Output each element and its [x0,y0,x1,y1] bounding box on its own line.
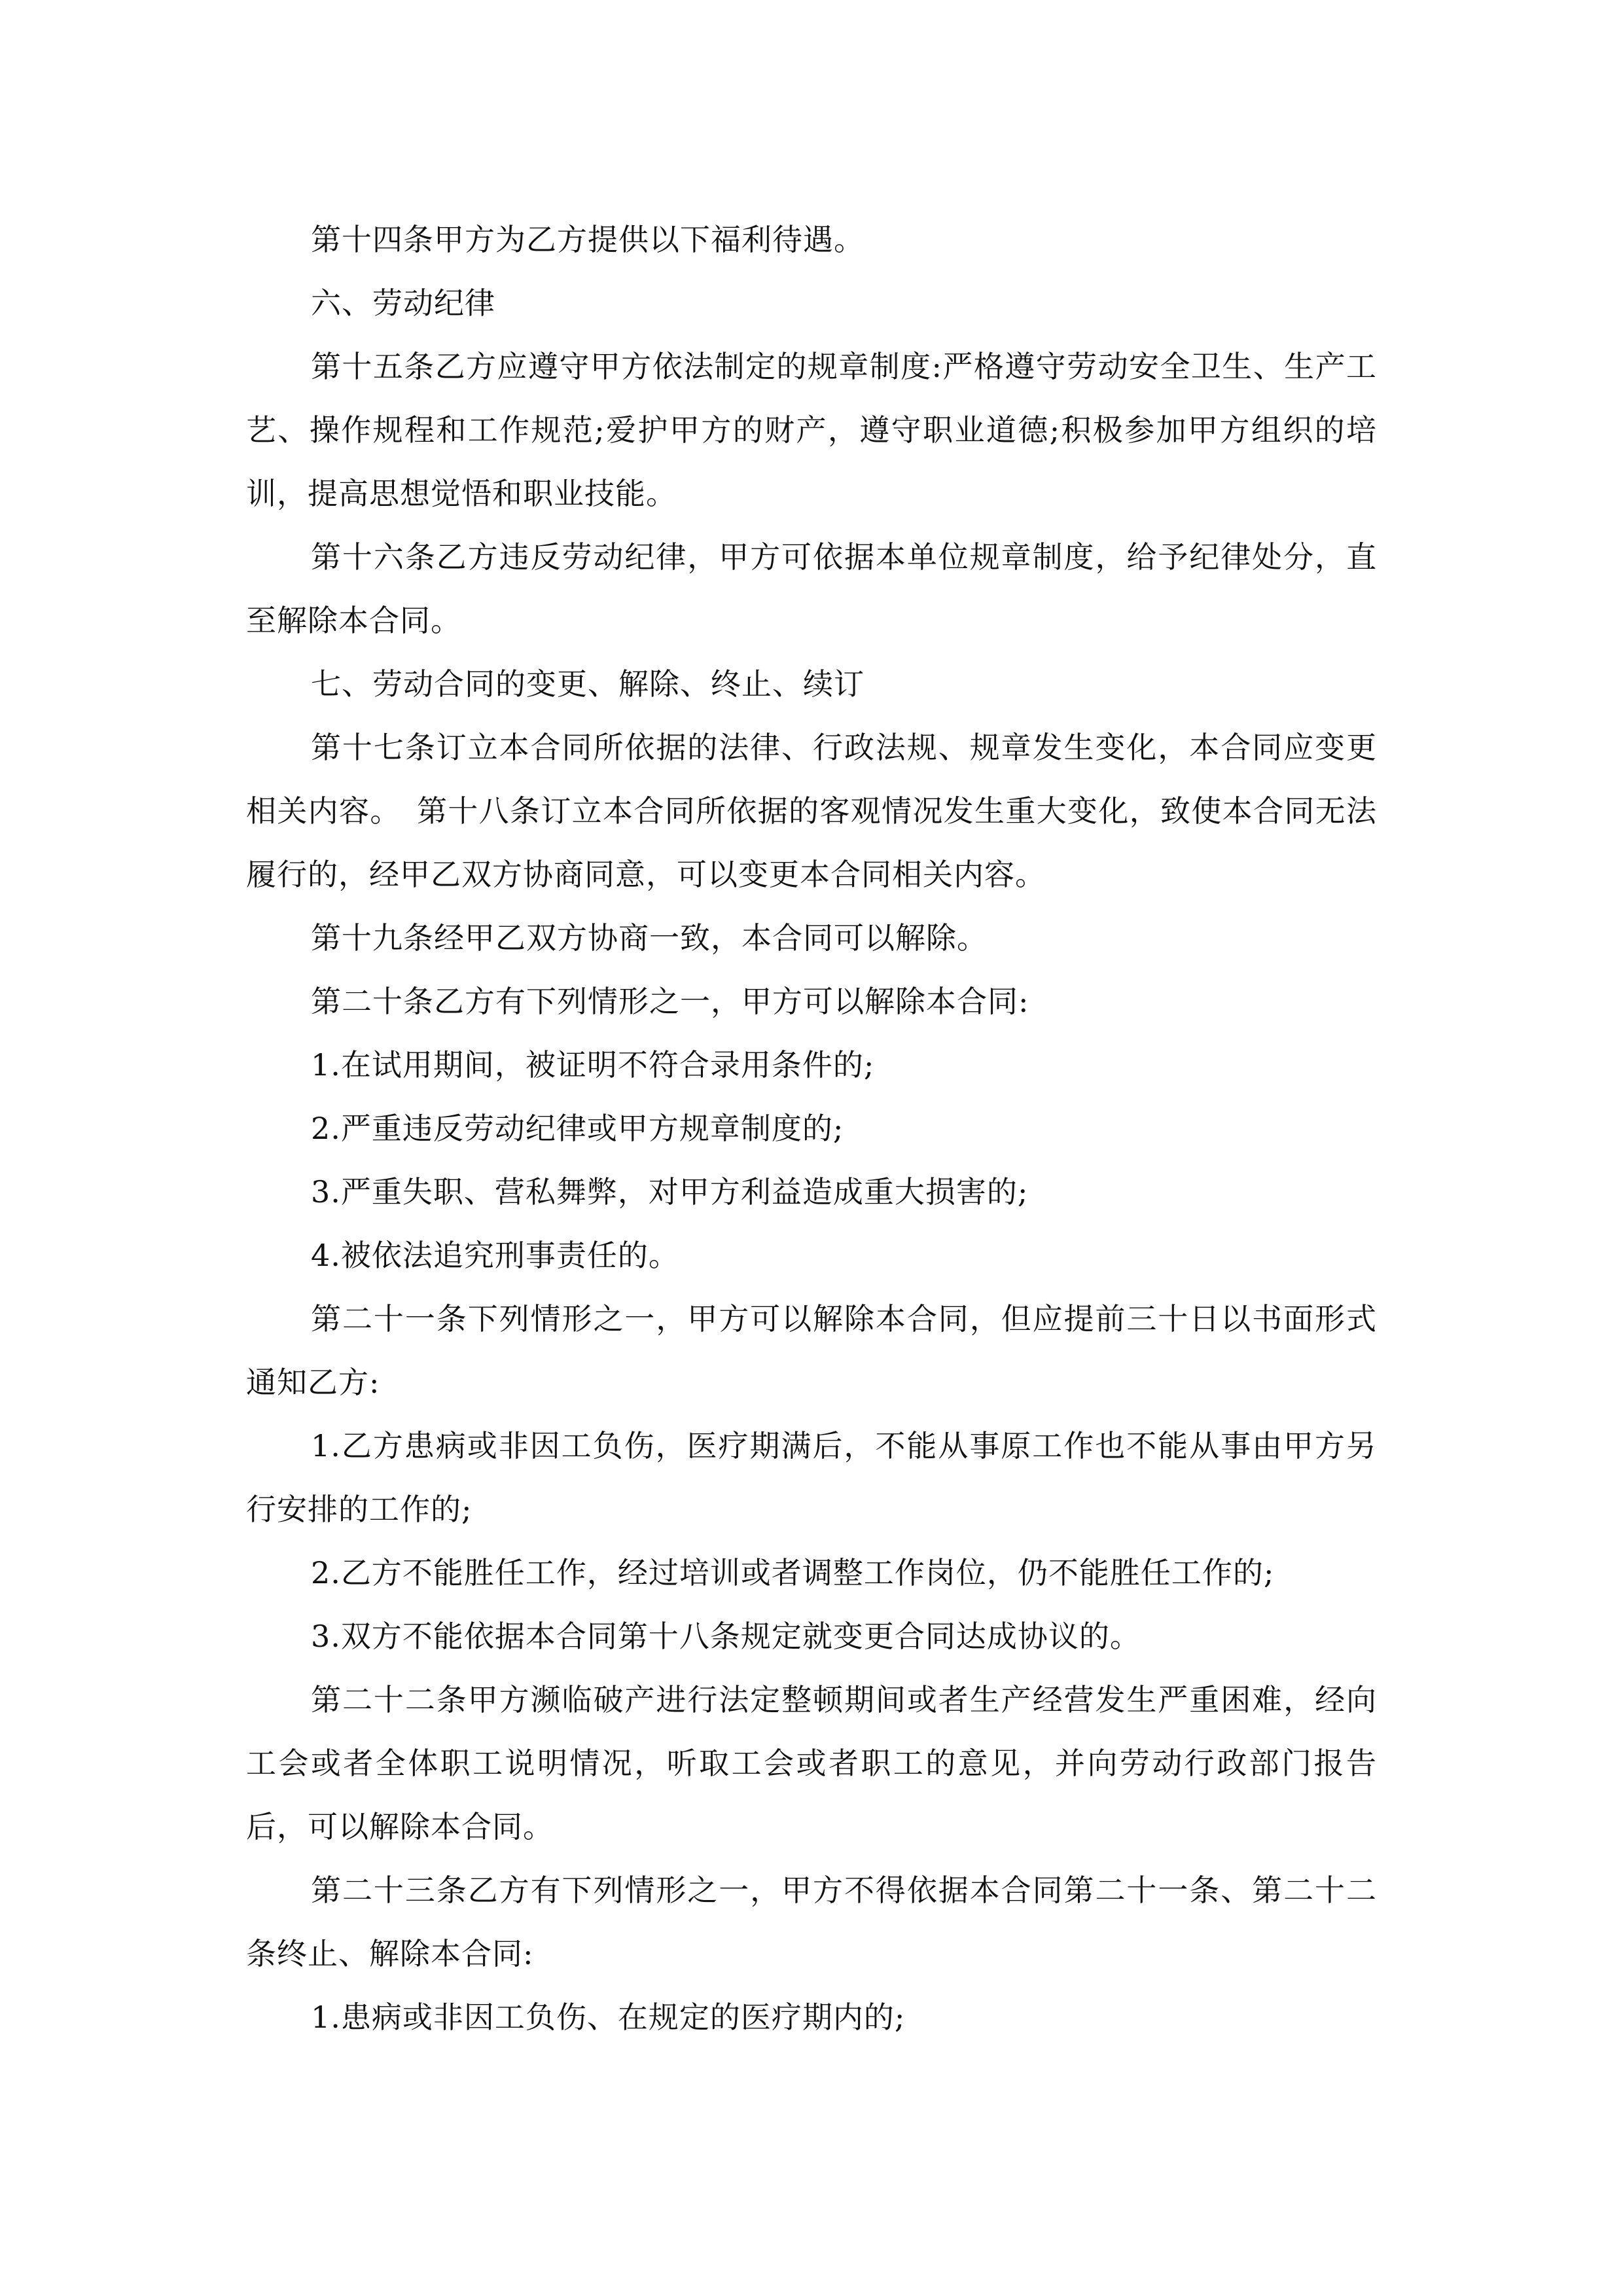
paragraph-article-20: 第二十条乙方有下列情形之一，甲方可以解除本合同: [311,984,1029,1019]
document-page [246,208,1377,2049]
paragraph-article-17-18: 第十七条订立本合同所依据的法律、行政法规、规章发生变化，本合同应变更相关内容。 第十八条订立本合同所依据的客观情况发生重大变化，致使本合同无法履行的，经甲乙双方协商同意，可以变更本合同相关内容。 [246,730,1377,892]
paragraph-article-23: 第二十三条乙方有下列情形之一，甲方不得依据本合同第二十一条、第二十二条终止、解除本合同: [246,1873,1377,1971]
paragraph-article-22: 第二十二条甲方濒临破产进行法定整顿期间或者生产经营发生严重困难，经向工会或者全体职工说明情况，听取工会或者职工的意见，并向劳动行政部门报告后，可以解除本合同。 [246,1682,1377,1844]
paragraph-article-16: 第十六条乙方违反劳动纪律，甲方可依据本单位规章制度，给予纪律处分，直至解除本合同。 [246,539,1377,638]
list-item-20-2: 2.严重违反劳动纪律或甲方规章制度的; [311,1111,844,1146]
list-item-20-4: 4.被依法追究刑事责任的。 [311,1238,679,1273]
list-item-21-3: 3.双方不能依据本合同第十八条规定就变更合同达成协议的。 [311,1619,1141,1654]
list-item-23-1: 1.患病或非因工负伤、在规定的医疗期内的; [311,2000,906,2035]
list-item-21-2: 2.乙方不能胜任工作，经过培训或者调整工作岗位，仍不能胜任工作的; [311,1555,1275,1590]
section-heading-contract-changes: 七、劳动合同的变更、解除、终止、续订 [311,666,865,702]
list-item-21-1: 1.乙方患病或非因工负伤，医疗期满后，不能从事原工作也不能从事由甲方另行安排的工作的; [246,1428,1377,1527]
paragraph-article-14: 第十四条甲方为乙方提供以下福利待遇。 [311,222,865,257]
list-item-20-1: 1.在试用期间，被证明不符合录用条件的; [311,1047,875,1083]
section-heading-labor-discipline: 六、劳动纪律 [311,285,495,321]
list-item-20-3: 3.严重失职、营私舞弊，对甲方利益造成重大损害的; [311,1174,1029,1210]
paragraph-article-19: 第十九条经甲乙双方协商一致，本合同可以解除。 [311,920,988,956]
paragraph-article-21: 第二十一条下列情形之一，甲方可以解除本合同，但应提前三十日以书面形式通知乙方: [246,1301,1377,1400]
paragraph-article-15: 第十五条乙方应遵守甲方依法制定的规章制度:严格遵守劳动安全卫生、生产工艺、操作规程和工作规范;爱护甲方的财产，遵守职业道德;积极参加甲方组织的培训，提高思想觉悟和职业技能。 [246,349,1377,511]
